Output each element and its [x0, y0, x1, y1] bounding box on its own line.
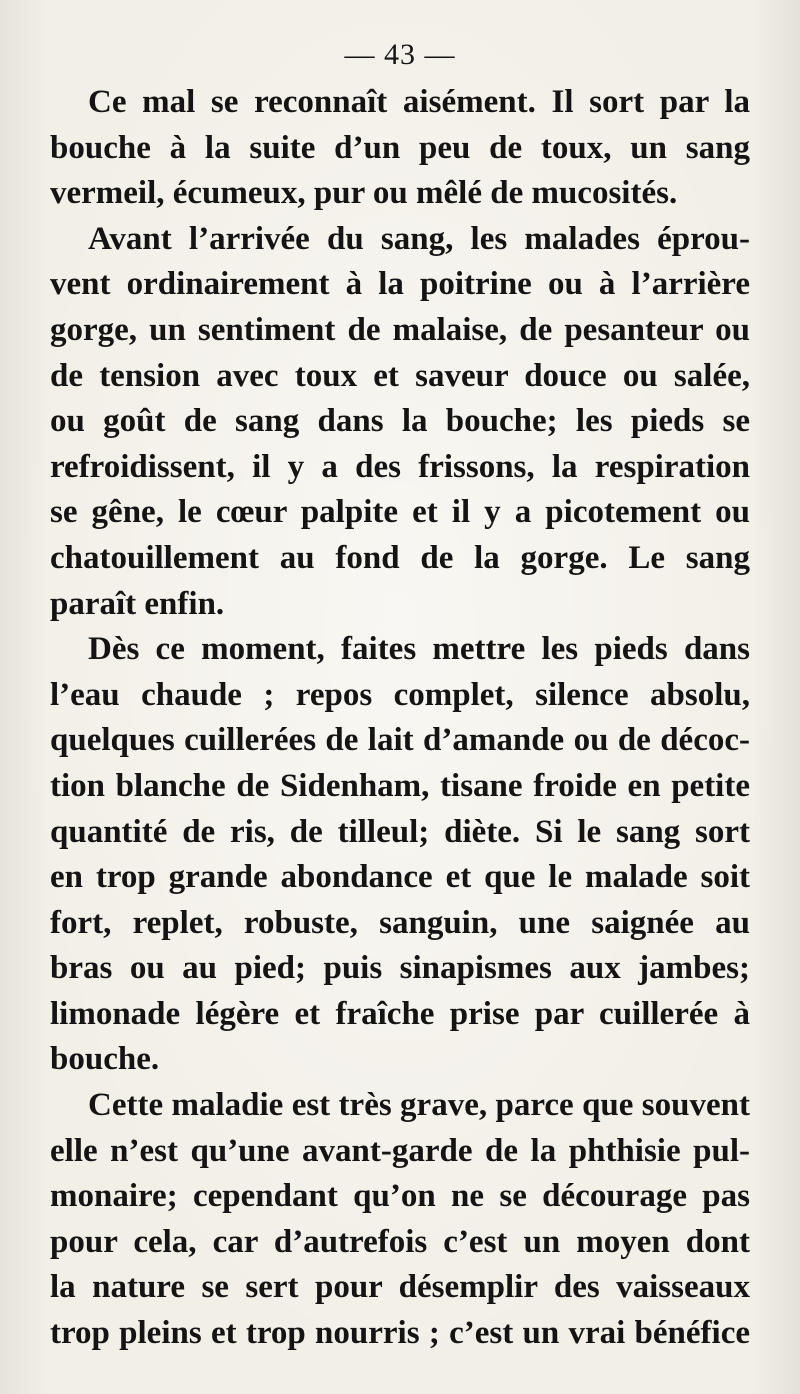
text-line: bras ou au pied; puis sinapismes aux jambes;	[50, 950, 750, 987]
text-line: Ce mal se reconnaît aisément. Il sort par la	[88, 84, 750, 120]
text-line: vermeil, écumeux, pur ou mêlé de mucosités.	[50, 175, 678, 212]
text-line: gorge, un sentiment de malaise, de pesanteur ou	[50, 311, 750, 348]
text-line: Cette maladie est très grave, parce que souvent	[88, 1087, 750, 1124]
text-line: monaire; cependant qu’on ne se décourage pas	[50, 1178, 750, 1215]
text-line: Avant l’arrivée du sang, les malades éprou-	[88, 220, 750, 257]
text-line: pour cela, car d’autrefois c’est un moyen dont	[50, 1223, 750, 1260]
text-line: elle n’est qu’une avant-garde de la phthisie pul-	[50, 1132, 750, 1169]
text-line: vent ordinairement à la poitrine ou à l’arrière	[50, 266, 750, 303]
text-line: Dès ce moment, faites mettre les pieds dans	[88, 631, 750, 668]
text-line: la nature se sert pour désemplir des vaisseaux	[50, 1269, 750, 1306]
text-line: fort, replet, robuste, sanguin, une saignée au	[50, 904, 750, 941]
text-line: ou goût de sang dans la bouche; les pieds se	[50, 403, 750, 440]
text-line: bouche.	[50, 1041, 160, 1078]
text-line: l’eau chaude ; repos complet, silence absolu,	[50, 676, 750, 713]
text-line: se gêne, le cœur palpite et il y a picotement ou	[50, 494, 750, 531]
text-line: paraît enfin.	[50, 585, 225, 622]
text-line: tion blanche de Sidenham, tisane froide en petite	[50, 767, 750, 804]
text-line: quantité de ris, de tilleul; diète. Si le sang sort	[50, 813, 750, 850]
text-line: refroidissent, il y a des frissons, la respiration	[50, 448, 750, 485]
text-line: limonade légère et fraîche prise par cuillerée à	[50, 995, 750, 1032]
text-line: trop pleins et trop nourris ; c’est un vrai bénéfice	[50, 1315, 750, 1352]
text-line: en trop grande abondance et que le malade soit	[50, 859, 750, 896]
body-text	[50, 80, 750, 1357]
page-number: — 43 —	[344, 38, 456, 71]
text-line: quelques cuillerées de lait d’amande ou de décoc-	[50, 722, 750, 759]
text-line: bouche à la suite d’un peu de toux, un sang	[50, 129, 750, 166]
text-line: de tension avec toux et saveur douce ou salée,	[50, 357, 750, 394]
text-line: chatouillement au fond de la gorge. Le sang	[50, 539, 750, 576]
